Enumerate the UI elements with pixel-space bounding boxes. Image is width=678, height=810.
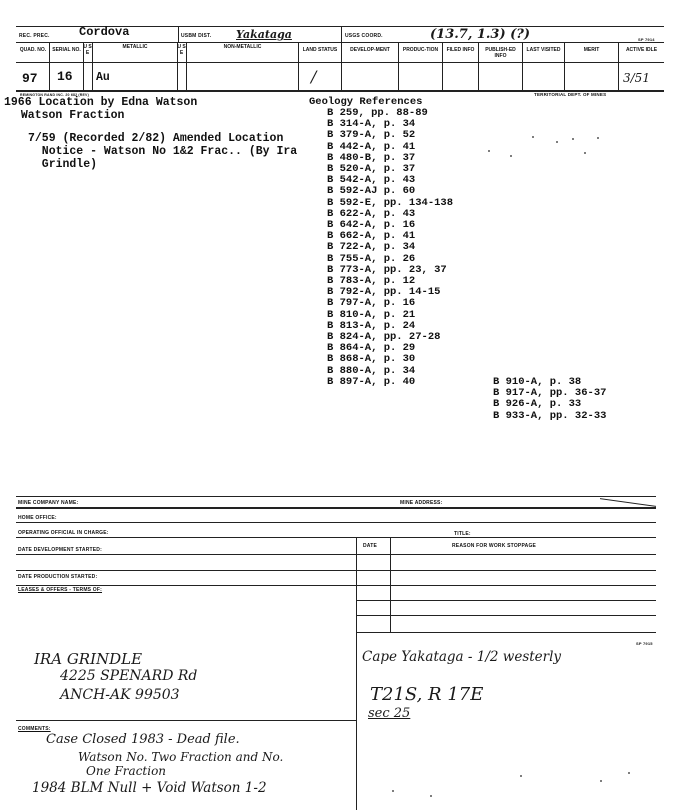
geology-ref: B 722-A, p. 34 [327, 241, 416, 254]
geology-ref: B 792-A, pp. 14-15 [327, 286, 441, 299]
address-line: IRA GRINDLE [34, 650, 143, 668]
active-idle-value: 3/51 [623, 71, 650, 85]
rule [16, 585, 656, 586]
usgs-coord-label: USGS COORD. [345, 33, 383, 39]
location-notes [4, 96, 297, 171]
geology-ref: B 520-A, p. 37 [327, 163, 416, 176]
col-serial-no: SERIAL NO. [52, 47, 81, 53]
leases-label: LEASES & OFFERS - TERMS OF: [18, 587, 103, 593]
col-filed-info: FILED INFO [446, 47, 475, 53]
printer-note: REMINGTON RAND INC. 20 682 (REV) [20, 93, 89, 97]
comment-line: 1984 BLM Null + Void Watson 1-2 [32, 780, 267, 796]
usbm-dist-value: Yakataga [236, 28, 292, 41]
geology-ref: B 642-A, p. 16 [327, 219, 416, 232]
dept-label: TERRITORIAL DEPT. OF MINES [534, 92, 607, 97]
address-line: 4225 SPENARD Rd [60, 668, 198, 684]
divider [341, 26, 342, 42]
col-use-nonmetallic: U S E [177, 44, 186, 56]
col-land-status: LAND STATUS [302, 47, 338, 53]
divider [390, 537, 391, 632]
mine-company-label: MINE COMPANY NAME: [18, 500, 79, 506]
serial-no-value: 16 [57, 69, 73, 84]
rule [356, 615, 656, 616]
comments-label: COMMENTS: [18, 726, 51, 732]
location-hand: sec 25 [368, 706, 411, 721]
geology-ref: B 480-B, p. 37 [327, 151, 416, 164]
location-line: Grindle) [28, 158, 98, 171]
geology-ref: B 314-A, p. 34 [327, 118, 416, 131]
comment-line: One Fraction [86, 764, 167, 778]
divider [356, 632, 357, 810]
usbm-dist-label: USBM DIST. [181, 33, 212, 39]
geology-ref: B 662-A, p. 41 [327, 230, 416, 243]
geology-ref: B 864-A, p. 29 [327, 342, 416, 355]
metallic-value: Au [96, 71, 110, 84]
speck [628, 772, 630, 774]
col-published-info: PUBLISH-ED INFO [485, 47, 516, 59]
col-last-visited: LAST VISITED [526, 47, 561, 53]
divider [356, 537, 357, 632]
speck [392, 790, 394, 792]
speck [430, 795, 432, 797]
land-status-value: / [311, 67, 317, 86]
mine-address-label: MINE ADDRESS: [400, 500, 443, 506]
geology-ref: B 783-A, p. 12 [327, 275, 416, 288]
geology-ref: B 592-AJ p. 60 [327, 185, 416, 198]
location-hand: Cape Yakataga - 1/2 westerly [362, 649, 562, 665]
rule [356, 554, 656, 555]
rule [16, 554, 356, 555]
col-quad-no: QUAD. NO. [19, 47, 47, 53]
rule [356, 600, 656, 601]
operating-official-label: OPERATING OFFICIAL IN CHARGE: [18, 530, 109, 536]
rule [356, 632, 656, 633]
col-use-metallic: U S E [83, 44, 92, 56]
comment-line: Watson No. Two Fraction and No. [78, 750, 284, 764]
quad-no-value: 97 [22, 71, 38, 86]
rule [16, 720, 356, 721]
geology-ref: B 442-A, p. 41 [327, 140, 416, 153]
divider [178, 26, 179, 42]
geology-ref: B 868-A, p. 30 [327, 353, 416, 366]
header-mid-rule [16, 42, 664, 43]
date-development-label: DATE DEVELOPMENT STARTED: [18, 547, 102, 553]
home-office-label: HOME OFFICE: [18, 515, 57, 521]
col-merit: MERIT [583, 47, 600, 53]
date-production-label: DATE PRODUCTION STARTED: [18, 574, 98, 580]
date-col-label: DATE [363, 543, 378, 549]
geology-ref: B 917-A, pp. 36-37 [493, 387, 607, 400]
col-active-idle: ACTIVE IDLE [625, 47, 658, 53]
speck [532, 136, 534, 138]
geology-ref: B 910-A, p. 38 [493, 376, 582, 388]
form-code-2: SP 7915 [636, 641, 653, 646]
geology-ref: B 542-A, p. 43 [327, 174, 416, 187]
pen-stroke [600, 488, 656, 507]
geology-ref: B 592-E, pp. 134-138 [327, 196, 454, 209]
geology-ref: B 622-A, p. 43 [327, 207, 416, 220]
rule [16, 522, 656, 523]
geology-ref: B 259, pp. 88-89 [327, 107, 428, 119]
speck [600, 780, 602, 782]
location-line: 7/59 (Recorded 2/82) Amended Location [28, 132, 284, 145]
speck [584, 152, 586, 154]
geology-ref: B 933-A, pp. 32-33 [493, 409, 607, 422]
geology-ref: B 926-A, p. 33 [493, 398, 582, 411]
col-production: PRODUC-TION [402, 47, 439, 53]
col-nonmetallic: NON-METALLIC [223, 44, 262, 50]
header-col-rule [16, 62, 664, 63]
geology-ref: B 773-A, pp. 23, 37 [327, 263, 447, 276]
location-hand: T21S, R 17E [370, 684, 484, 705]
geology-refs-col1 [327, 108, 453, 388]
speck [597, 137, 599, 139]
usgs-coord-value: (13.7, 1.3) (?) [430, 27, 531, 42]
title-label: TITLE: [454, 531, 471, 537]
geology-title: Geology References [309, 96, 423, 108]
col-metallic: METALLIC [122, 44, 148, 50]
geology-ref: B 797-A, p. 16 [327, 297, 416, 310]
rule [16, 507, 656, 509]
speck [556, 141, 558, 143]
form-code: SP 7914 [638, 37, 655, 42]
location-line: Notice - Watson No 1&2 Frac.. (By Ira [28, 145, 298, 158]
col-development: DEVELOP-MENT [350, 47, 390, 53]
geology-ref: B 810-A, p. 21 [327, 308, 416, 321]
location-line: Watson Fraction [14, 109, 125, 122]
rule [16, 537, 656, 538]
reason-label: REASON FOR WORK STOPPAGE [452, 543, 537, 549]
geology-ref: B 880-A, p. 34 [327, 364, 416, 377]
rule [16, 496, 656, 497]
geology-ref: B 379-A, p. 52 [327, 129, 416, 142]
geology-ref: B 755-A, p. 26 [327, 252, 416, 265]
rec-prec-value: Cordova [79, 25, 130, 39]
geology-ref: B 813-A, p. 24 [327, 319, 416, 332]
speck [488, 150, 490, 152]
geology-ref: B 824-A, pp. 27-28 [327, 331, 441, 344]
speck [510, 155, 512, 157]
speck [520, 775, 522, 777]
address-line: ANCH-AK 99503 [60, 687, 180, 703]
location-line: 1966 Location by Edna Watson [4, 96, 198, 109]
rule [16, 570, 656, 571]
comment-line: Case Closed 1983 - Dead file. [46, 732, 240, 747]
rec-prec-label: REC. PREC. [19, 33, 50, 39]
speck [572, 138, 574, 140]
geology-refs-col2 [493, 377, 606, 422]
geology-ref: B 897-A, p. 40 [327, 375, 416, 388]
